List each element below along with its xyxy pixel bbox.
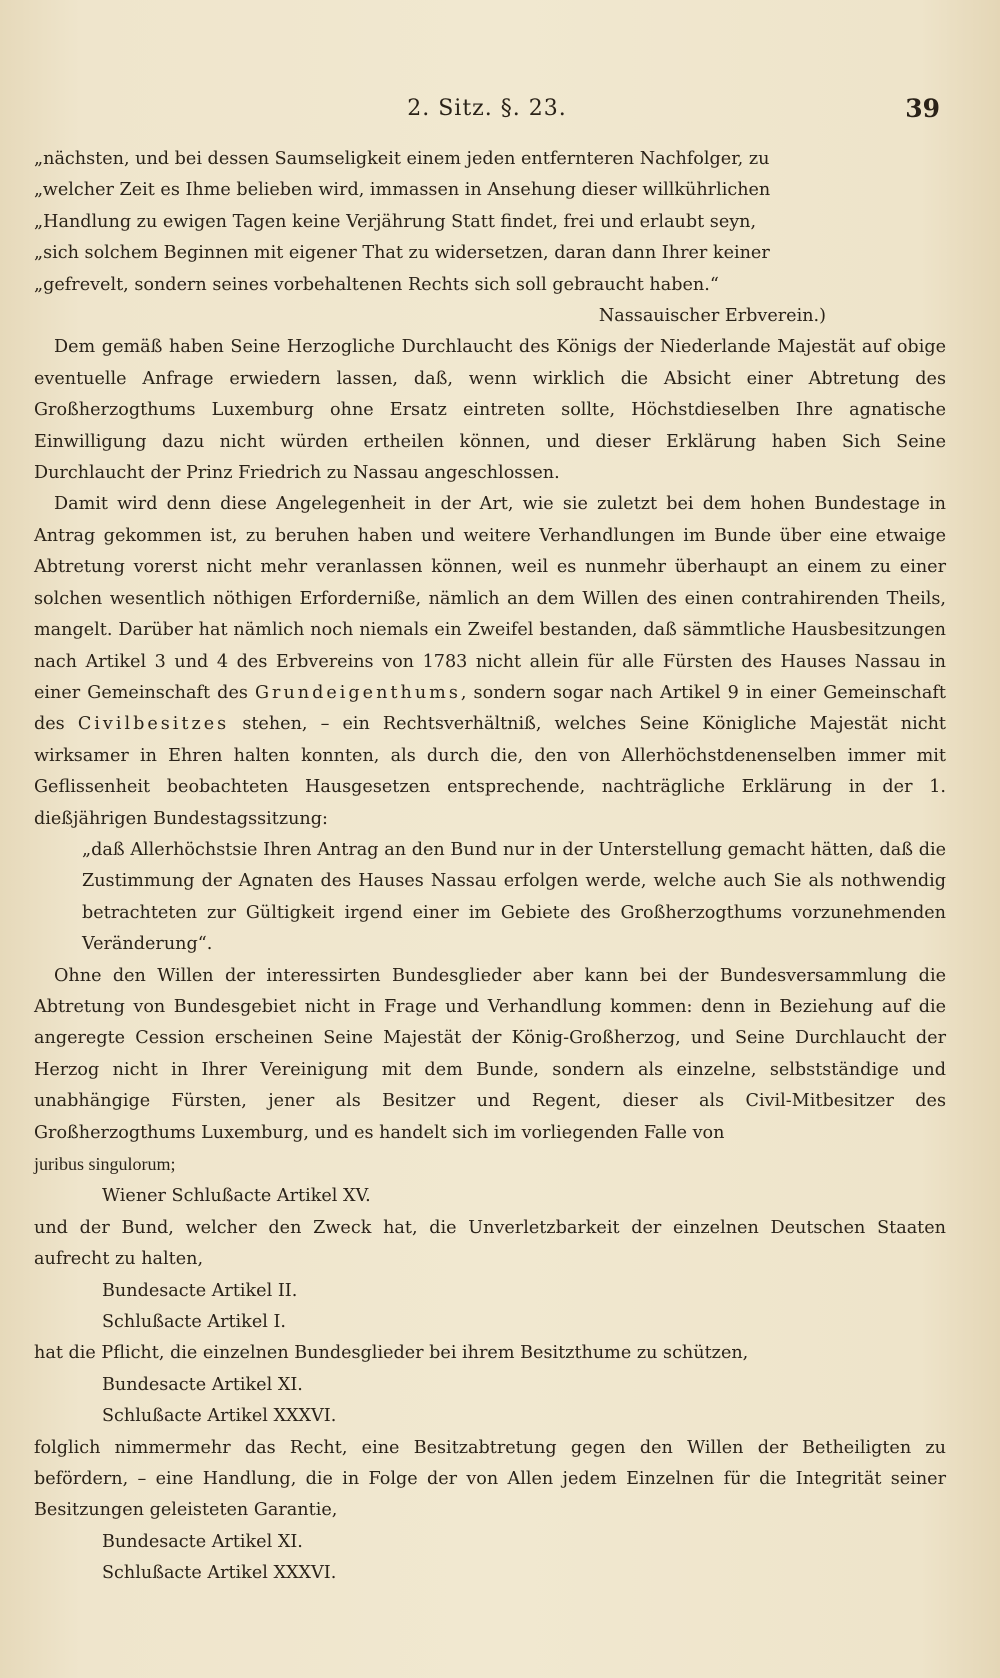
quote-line: „nächsten, und bei dessen Saumseligkeit einem jeden entfernteren Nachfolger, zu	[34, 149, 770, 169]
paragraph-bund: und der Bund, welcher den Zweck hat, die Unverletzbarkeit der einzelnen Deutschen Staaten aufrecht zu halten,	[34, 1217, 946, 1270]
paragraph-community	[34, 489, 946, 834]
paragraph-duty: hat die Pflicht, die einzelnen Bundesglieder bei ihrem Besitzthume zu schützen,	[34, 1343, 749, 1364]
citation: Schlußacte Artikel XXXVI.	[102, 1406, 337, 1427]
paragraph-consent: Dem gemäß haben Seine Herzogliche Durchlaucht des Königs der Niederlande Majestät auf obige eventuelle Anfrage erwiedern lassen, daß, wenn wirklich die Absicht einer Abtretung des Großherzogthums Luxemburg ohne Ersatz eintreten sollte, Höchstdieselben Ihre agnatische Einwilligung dazu nicht würden ertheilen können, und dieser Erklärung haben Sich Seine Durchlaucht der Prinz Friedrich zu Nassau angeschlossen.	[34, 337, 946, 484]
paragraph-will: Ohne den Willen der interessirten Bundesglieder aber kann bei der Bundesversammlung die Abtretung von Bundesgebiet nicht in Frage und Verhandlung kommen: denn in Beziehung auf die angeregte Cession erscheinen Seine Majestät der König-Großherzog, und Seine Durchlaucht der Herzog nicht in Ihrer Vereinigung mit dem Bunde, sondern als einzelne, selbstständige und unabhängige Fürsten, jener als Besitzer und Regent, dieser als Civil-Mitbesitzer des Großherzogthums Luxemburg, und es handelt sich im vorliegenden Falle von	[34, 965, 946, 1143]
latin-phrase	[34, 1149, 946, 1181]
citation: Bundesacte Artikel XI.	[102, 1374, 303, 1395]
citation: Schlußacte Artikel XXXVI.	[102, 1563, 337, 1584]
quote-line: „Handlung zu ewigen Tagen keine Verjährung Statt findet, frei und erlaubt seyn,	[34, 211, 757, 232]
text-run: , sondern sogar nach Artikel 9 in einer Gemeinschaft des	[34, 682, 947, 735]
citation: Wiener Schlußacte Artikel XV.	[102, 1186, 371, 1207]
page-body	[34, 144, 946, 1590]
quote-line: „gefrevelt, sondern seines vorbehaltenen Rechts sich soll gebraucht haben.“	[34, 274, 719, 295]
quoted-declaration: „daß Allerhöchstsie Ihren Antrag an den Bund nur in der Unterstellung gemacht hätten, daß die Zustimmung der Agnaten des Hauses Nassau erfolgen werde, welche auch Sie als nothwendig betrachteten zur Gültigkeit irgend einer im Gebiete des Großherzogthums vorzunehmenden Veränderung“.	[82, 839, 946, 955]
quote-line: „welcher Zeit es Ihme belieben wird, immassen in Ansehung dieser willkührlichen	[34, 180, 771, 201]
page-number: 39	[905, 94, 940, 123]
paragraph-consequence: folglich nimmermehr das Recht, eine Besitzabtretung gegen den Willen der Betheiligten zu befördern, – eine Handlung, die in Folge der von Allen jedem Einzelnen für die Integrität seiner Besitzungen geleisteten Garantie,	[34, 1437, 946, 1521]
quote-source: Nassauischer Erbverein.)	[598, 306, 826, 327]
latin-text: juribus singulorum;	[34, 1154, 176, 1174]
citation: Bundesacte Artikel XI.	[102, 1531, 303, 1552]
emphasis-civilbesitz: Civilbesitzes	[77, 714, 230, 735]
running-head: 2. Sitz. §. 23.	[407, 96, 567, 121]
citation: Schlußacte Artikel I.	[102, 1312, 287, 1333]
page-header	[34, 96, 940, 130]
text-run: stehen, – ein Rechtsverhältniß, welches Seine Königliche Majestät nicht wirksamer in Ehren halten konnten, als durch die, den von Allerhöchstdenenselben immer mit Geflissenheit beobachteten Hausgesetzen entsprechende, nachträgliche Erklärung in der 1. dießjährigen Bundestagssitzung:	[34, 714, 947, 829]
emphasis-grundeigenthum: Grundeigenthums	[254, 682, 461, 703]
text-run: Damit wird denn diese Angelegenheit in der Art, wie sie zuletzt bei dem hohen Bundestage in Antrag gekommen ist, zu beruhen haben und weitere Verhandlungen im Bunde über eine etwaige Abtretung vorerst nicht mehr veranlassen können, weil es nunmehr überhaupt an einem zu einer solchen wesentlich nöthigen Erforderniße, nämlich an dem Willen des einen contrahirenden Theils, mangelt. Darüber hat nämlich noch niemals ein Zweifel bestanden, daß sämmtliche Hausbesitzungen nach Artikel 3 und 4 des Erbvereins von 1783 nicht allein für alle Fürsten des Hauses Nassau in einer Gemeinschaft des	[34, 494, 946, 703]
quote-line: „sich solchem Beginnen mit eigener That zu widersetzen, daran dann Ihrer keiner	[34, 243, 770, 264]
citation: Bundesacte Artikel II.	[102, 1280, 298, 1301]
